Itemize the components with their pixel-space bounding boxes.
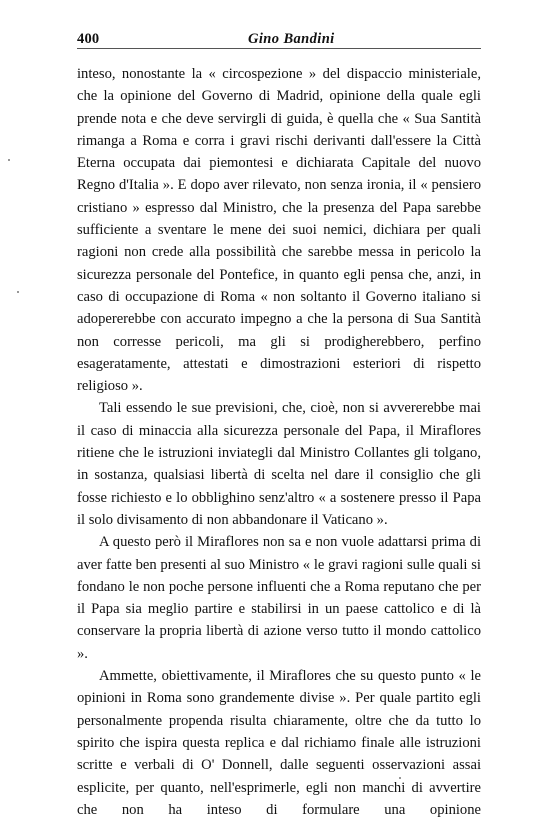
page-number: 400 — [77, 31, 100, 47]
scan-speck — [399, 777, 401, 779]
header-rule — [77, 48, 481, 49]
paragraph-3: A questo però il Miraflores non sa e non vuole adattarsi prima di aver fatte ben presenti al suo Ministro « le gravi ragioni sulle quali si fondano le non poche persone influenti che a Roma reputano che per il Papa sia meglio partire e stabilirsi in un paese cattolico e di là conservare la propria libertà di azione verso tutto il mondo cattolico ». — [77, 534, 481, 662]
paragraph-2: Tali essendo le sue previsioni, che, cioè, non si avvererebbe mai il caso di minaccia alla sicurezza personale del Papa, il Miraflores ritiene che le istruzioni inviategli dal Ministro Collantes gli tolgano, in sostanza, qualsiasi libertà di scelta nel dare il consiglio che gli fosse richiesto e lo obblighino senz'altro « a sostenere presso il Papa il solo divisamento di non abbandonare il Vaticano ». — [77, 400, 481, 528]
paragraph-1: inteso, nonostante la « circospezione » del dispaccio ministeriale, che la opinione del Governo di Madrid, opinione della quale egli prende nota e che deve servirgli di guida, è quella che « Sua Santità rimanga a Roma e corra i gravi rischi derivanti dall'essere la Città Eterna occupata dai piemontesi e dichiarata Capitale del nuovo Regno d'Italia ». E dopo aver rilevato, non senza ironia, il « pensiero cristiano » espresso dal Ministro, che la presenza del Papa sarebbe sufficiente a sventare le mene dei suoi nemici, dichiara per quali ragioni non crede alla possibilità che sarebbe messa in pericolo la sicurezza personale del Pontefice, in quanto egli pensa che, anzi, in caso di occupazione di Roma « non soltanto il Governo italiano si adopererebbe con accurato impegno a che la persona di Sua Santità non corresse pericoli, ma gli si prodigherebbero, perfino esageratamente, attestati e dimostrazioni esteriori di rispetto religioso ». — [77, 66, 481, 395]
paragraph-4: Ammette, obiettivamente, il Miraflores che su questo punto « le opinioni in Roma sono grandemente divise ». Per quale partito egli personalmente propenda risulta chiaramente, oltre che da tutto lo spirito che ispira questa replica e dal richiamo finale alle istruzioni scritte e verbali di O' Donnell, dalle seguenti osservazioni assai esplicite, per quanto, nell'esprimerle, egli non manchi di avvertire che non ha inteso di formulare una opinione — [77, 668, 481, 818]
body-text — [77, 63, 481, 821]
scan-speck — [17, 291, 19, 293]
scan-speck — [8, 159, 10, 161]
running-head: Gino Bandini — [248, 31, 335, 47]
